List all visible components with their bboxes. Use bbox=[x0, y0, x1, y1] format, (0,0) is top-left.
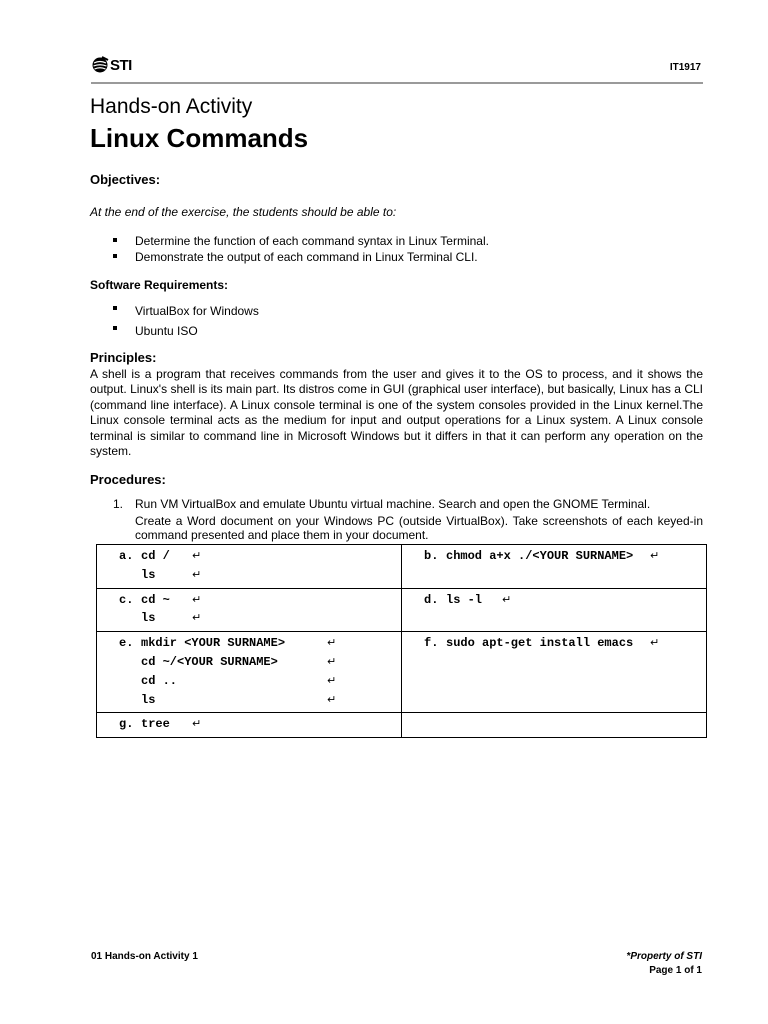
return-key-icon: ↵ bbox=[327, 654, 337, 668]
objectives-intro: At the end of the exercise, the students should be able to: bbox=[90, 205, 397, 219]
command-line bbox=[402, 591, 706, 610]
command-letter: a. bbox=[119, 549, 134, 563]
list-item: Ubuntu ISO bbox=[113, 321, 259, 341]
sti-logo bbox=[91, 56, 132, 74]
command-text: ls bbox=[141, 611, 156, 626]
command-line bbox=[97, 566, 401, 585]
command-line bbox=[97, 547, 401, 566]
command-letter: d. bbox=[424, 592, 439, 607]
command-line bbox=[97, 715, 401, 734]
command-cell bbox=[402, 588, 707, 632]
objectives-list bbox=[113, 233, 489, 265]
command-cell bbox=[97, 632, 402, 713]
return-key-icon: ↵ bbox=[192, 592, 202, 606]
command-text: ls -l bbox=[446, 592, 483, 607]
procedures-heading: Procedures: bbox=[90, 472, 166, 487]
command-cell bbox=[97, 545, 402, 589]
table-row bbox=[97, 713, 707, 738]
command-text: cd ~/<YOUR SURNAME> bbox=[141, 654, 278, 669]
page-header bbox=[91, 54, 703, 84]
command-line bbox=[97, 672, 401, 691]
return-key-icon: ↵ bbox=[192, 549, 202, 562]
step-text: Run VM VirtualBox and emulate Ubuntu virtual machine. Search and open the GNOME Terminal. bbox=[135, 497, 651, 511]
command-letter: c. bbox=[119, 592, 134, 607]
command-text: chmod a+x ./<YOUR SURNAME> bbox=[446, 549, 634, 563]
logo-text: STI bbox=[110, 56, 132, 74]
command-text: ls bbox=[141, 692, 156, 707]
command-letter: b. bbox=[424, 549, 439, 563]
command-line bbox=[402, 547, 706, 566]
step-note: Create a Word document on your Windows PC (outside VirtualBox). Take screenshots of each keyed-in command presented and place them in your document. bbox=[135, 514, 703, 542]
command-cell bbox=[402, 632, 707, 713]
command-line bbox=[97, 691, 401, 710]
return-key-icon: ↵ bbox=[192, 717, 202, 731]
command-line bbox=[97, 609, 401, 628]
principles-heading: Principles: bbox=[90, 350, 157, 365]
return-key-icon: ↵ bbox=[327, 636, 337, 650]
footer-page-number: Page 1 of 1 bbox=[649, 965, 702, 976]
page-title: Linux Commands bbox=[90, 123, 309, 153]
footer-activity: 01 Hands-on Activity 1 bbox=[91, 951, 198, 962]
document-code: IT1917 bbox=[669, 62, 701, 73]
command-cell bbox=[402, 545, 707, 589]
list-item: Determine the function of each command syntax in Linux Terminal. bbox=[113, 233, 489, 249]
command-line bbox=[402, 634, 706, 653]
return-key-icon: ↵ bbox=[327, 692, 337, 706]
globe-icon bbox=[91, 56, 109, 74]
step-number: 1. bbox=[113, 497, 124, 511]
command-letter: g. bbox=[119, 717, 134, 732]
command-line bbox=[97, 653, 401, 672]
command-cell bbox=[97, 713, 402, 738]
list-item: VirtualBox for Windows bbox=[113, 301, 259, 321]
table-row bbox=[97, 632, 707, 713]
return-key-icon: ↵ bbox=[192, 611, 202, 625]
activity-heading: Hands-on Activity bbox=[90, 95, 253, 118]
table-row bbox=[97, 588, 707, 632]
command-letter: f. bbox=[424, 636, 439, 651]
table-row bbox=[97, 545, 707, 589]
command-cell bbox=[402, 713, 707, 738]
command-text: cd ~ bbox=[141, 592, 170, 607]
list-item: Demonstrate the output of each command in Linux Terminal CLI. bbox=[113, 249, 489, 265]
return-key-icon: ↵ bbox=[650, 636, 660, 650]
commands-table bbox=[96, 544, 707, 738]
return-key-icon: ↵ bbox=[192, 567, 202, 581]
return-key-icon: ↵ bbox=[650, 549, 660, 562]
software-heading: Software Requirements: bbox=[90, 278, 229, 292]
command-text: ls bbox=[141, 567, 156, 582]
command-text: cd .. bbox=[141, 673, 178, 688]
command-letter: e. bbox=[119, 636, 134, 651]
command-line bbox=[97, 591, 401, 610]
footer-property: *Property of STI bbox=[626, 951, 702, 962]
command-text: tree bbox=[141, 717, 170, 732]
command-text: cd / bbox=[141, 549, 170, 563]
software-list bbox=[113, 301, 259, 341]
command-text: mkdir <YOUR SURNAME> bbox=[141, 636, 286, 651]
command-cell bbox=[97, 588, 402, 632]
command-text: sudo apt-get install emacs bbox=[446, 636, 634, 651]
principles-text: A shell is a program that receives commands from the user and gives it to the OS to process, and it shows the output. Linux's shell is its main part. Its distros come in GUI (graphical user interface), but basically, Linux has a CLI (command line interface). A Linux console terminal is one of the system consoles provided in the Linux kernel.The Linux console terminal acts as the medium for input and output operations for a Linux system. A Linux console terminal is similar to command line in Microsoft Windows but it differs in that it can perform any operation on the system. bbox=[90, 367, 703, 459]
return-key-icon: ↵ bbox=[327, 673, 337, 687]
return-key-icon: ↵ bbox=[502, 592, 512, 606]
objectives-heading: Objectives: bbox=[90, 172, 161, 187]
command-line bbox=[97, 634, 401, 653]
